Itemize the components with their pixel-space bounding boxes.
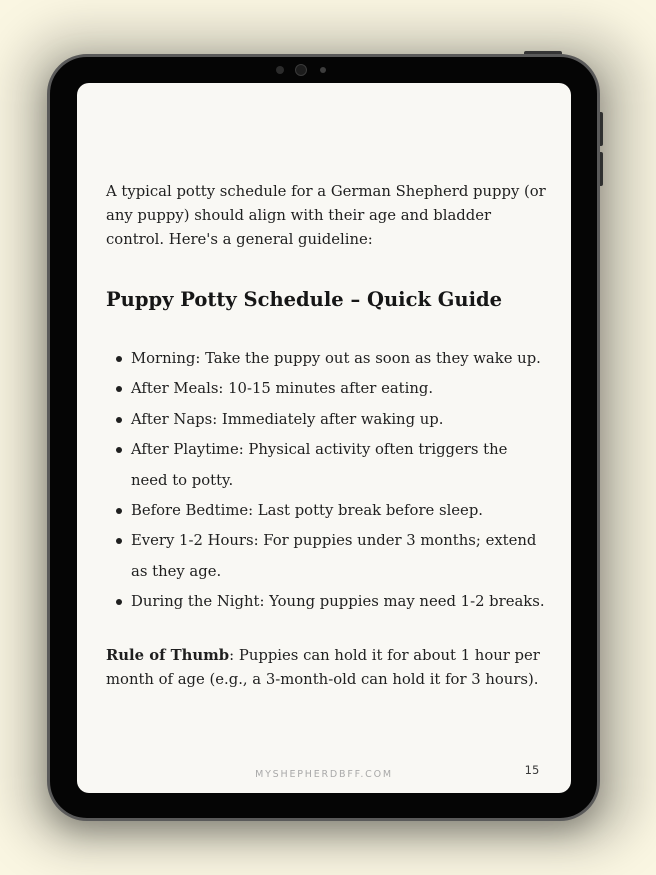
page-number: 15 bbox=[524, 763, 540, 777]
front-camera-strip bbox=[271, 63, 331, 77]
bullet-icon bbox=[116, 599, 122, 605]
bullet-icon bbox=[116, 356, 122, 362]
section-heading: Puppy Potty Schedule – Quick Guide bbox=[106, 288, 503, 311]
camera-icon bbox=[295, 64, 307, 76]
list-item-text: Morning: Take the puppy out as soon as they wake up. bbox=[131, 350, 541, 367]
rule-of-thumb-label: Rule of Thumb bbox=[106, 646, 230, 664]
schedule-list bbox=[106, 344, 546, 618]
bullet-icon bbox=[116, 417, 122, 423]
rule-of-thumb bbox=[106, 644, 546, 692]
list-item bbox=[106, 435, 546, 496]
list-item bbox=[106, 526, 546, 587]
list-item bbox=[106, 344, 546, 374]
bullet-icon bbox=[116, 447, 122, 453]
list-item bbox=[106, 587, 546, 617]
list-item-text: After Naps: Immediately after waking up. bbox=[131, 410, 444, 428]
list-item-text: After Meals: 10-15 minutes after eating. bbox=[131, 380, 434, 398]
rule-of-thumb-text: : Puppies can hold it for about 1 hour per month of age (e.g., a 3-month-old can hold it for 3 hours). bbox=[106, 646, 540, 688]
list-item-text: After Playtime: Physical activity often triggers the need to potty. bbox=[131, 441, 508, 489]
tablet-screen[interactable] bbox=[77, 83, 571, 793]
flash-icon bbox=[320, 67, 326, 73]
intro-paragraph: A typical potty schedule for a German Shepherd puppy (or any puppy) should align with their age and bladder control. Here's a general guideline: bbox=[106, 183, 546, 248]
sensor-icon bbox=[276, 66, 284, 74]
list-item bbox=[106, 496, 546, 526]
page-content bbox=[106, 180, 546, 692]
list-item-text: Before Bedtime: Last potty break before sleep. bbox=[131, 502, 483, 520]
list-item-text: During the Night: Young puppies may need 1-2 breaks. bbox=[131, 593, 545, 611]
footer-brand: MYSHEPHERDBFF.COM bbox=[255, 769, 393, 780]
bullet-icon bbox=[116, 538, 122, 544]
bullet-icon bbox=[116, 508, 122, 514]
list-item bbox=[106, 405, 546, 435]
list-item bbox=[106, 374, 546, 404]
list-item-text: Every 1-2 Hours: For puppies under 3 months; extend as they age. bbox=[131, 532, 537, 580]
bullet-icon bbox=[116, 386, 122, 392]
